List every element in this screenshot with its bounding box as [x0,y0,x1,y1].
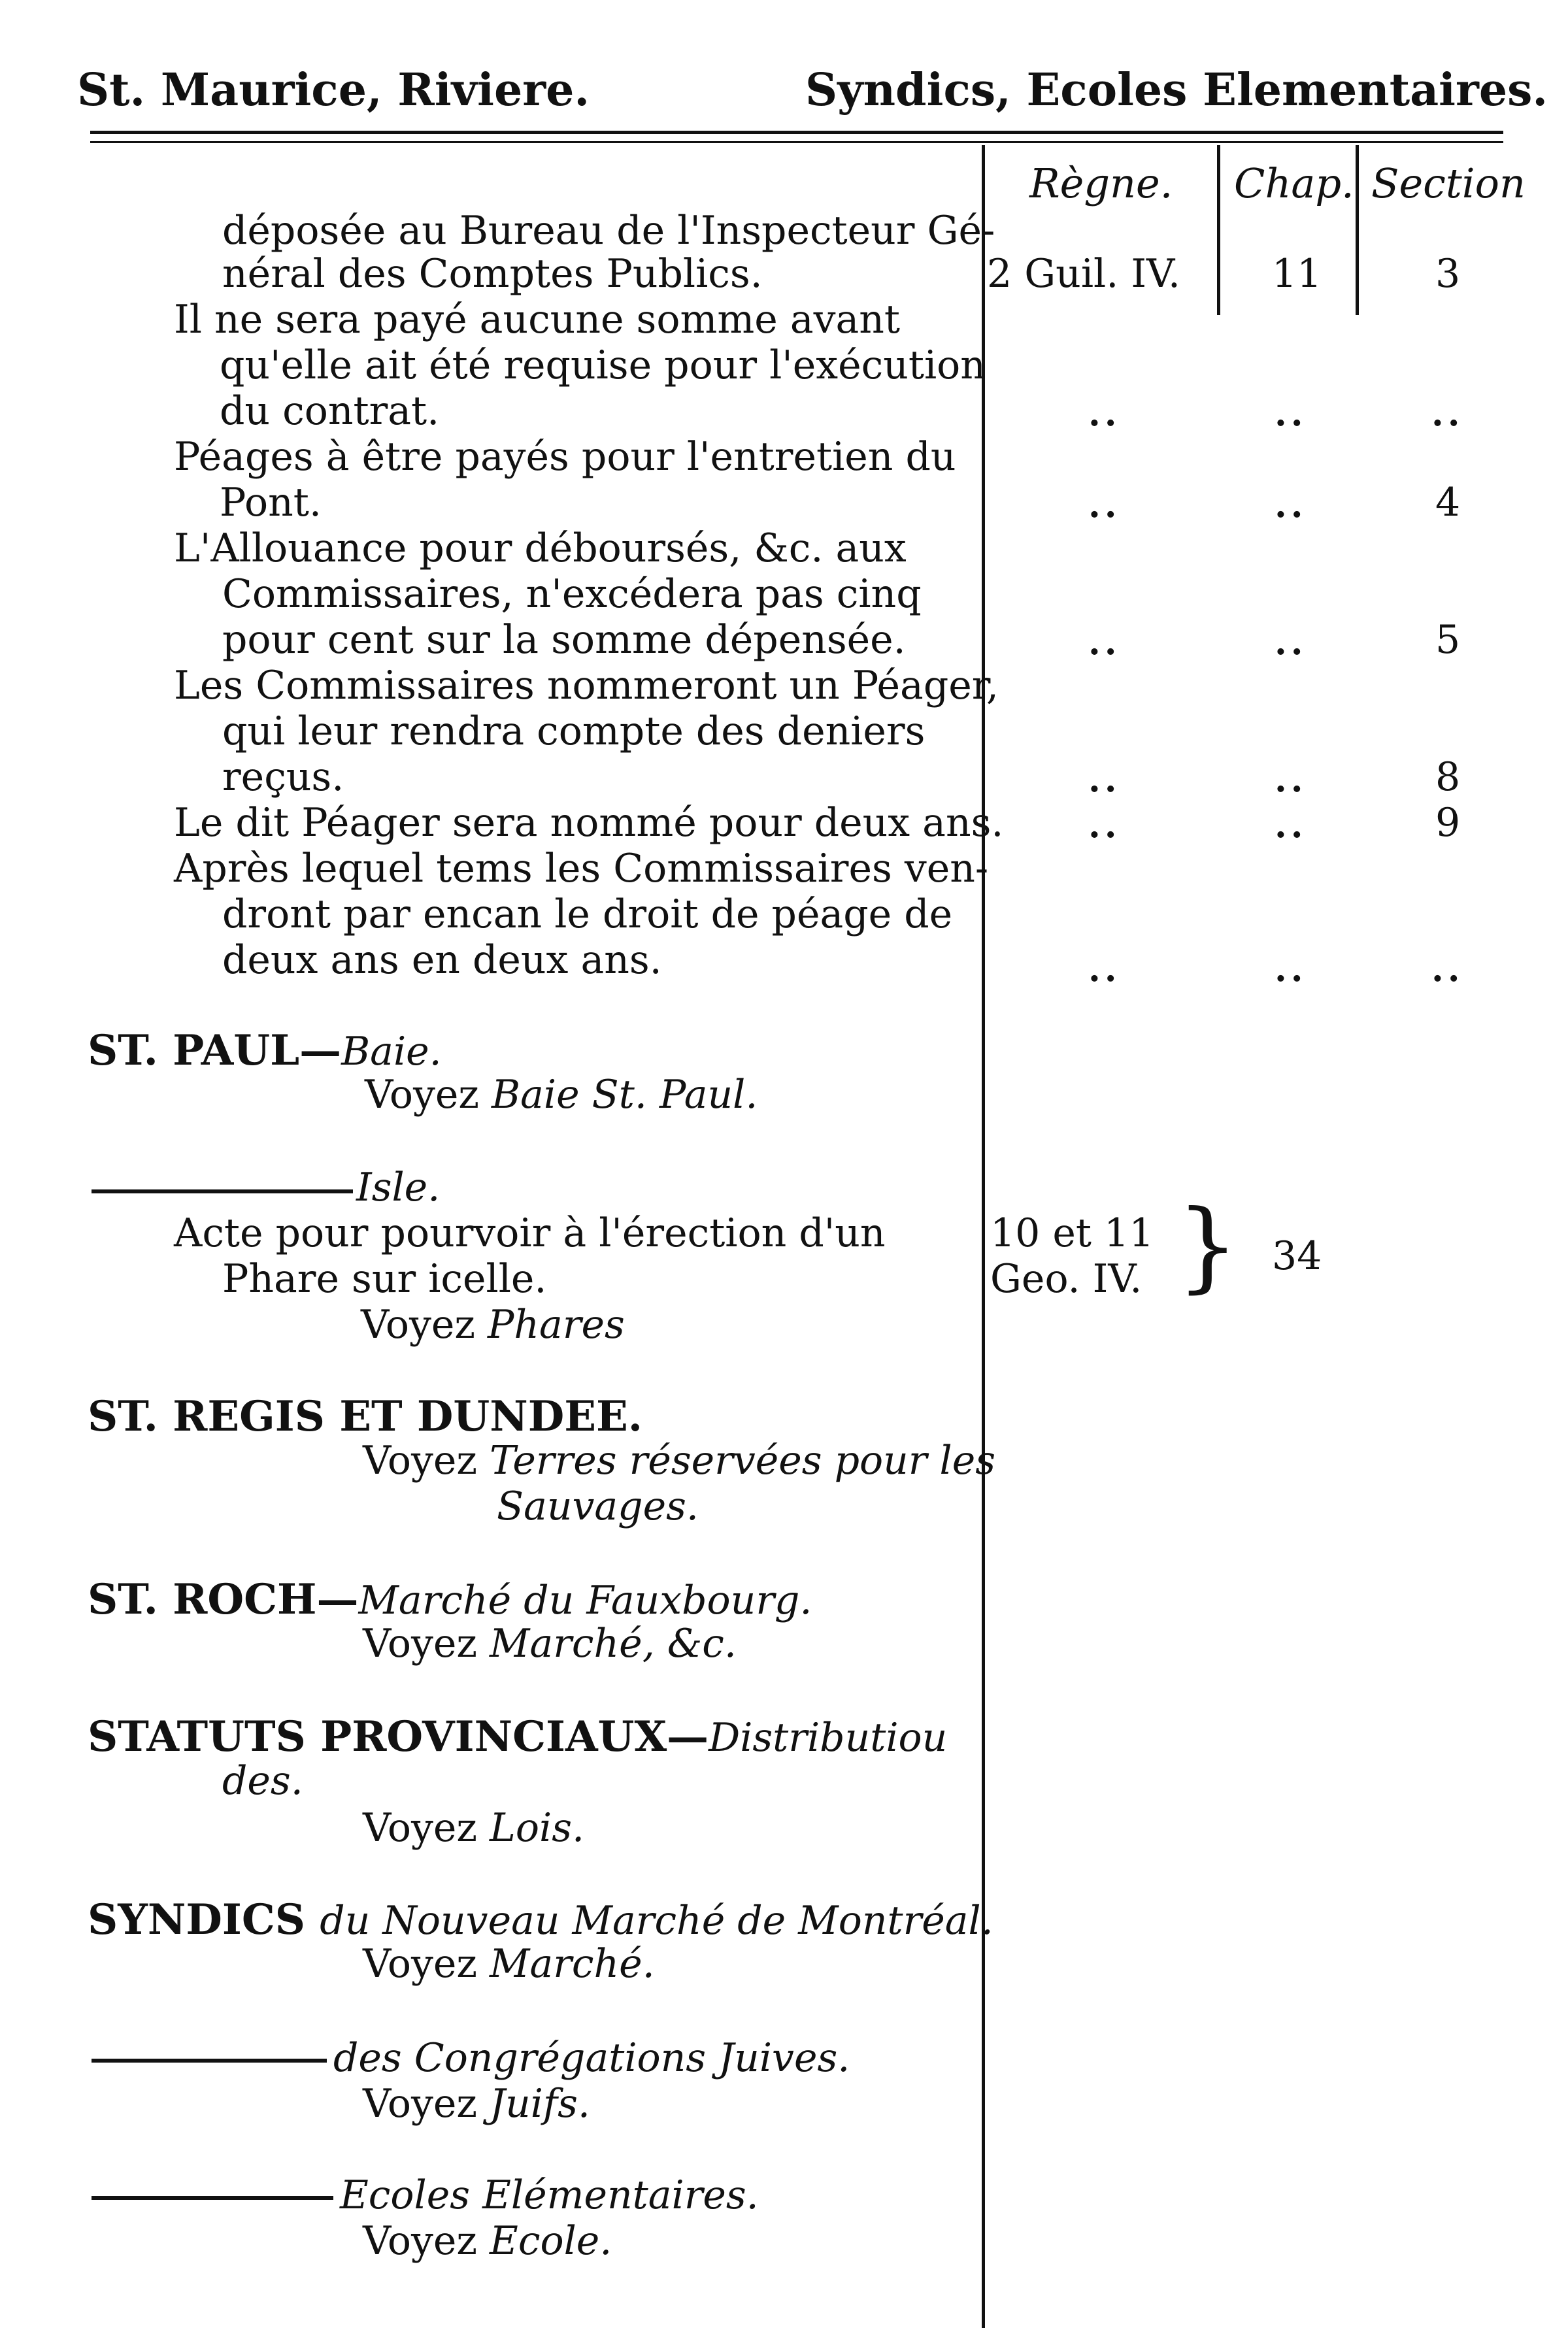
entry-chap-ditto: .. [1275,804,1307,846]
entry-section: 4 [1435,480,1461,525]
column-head-regne: Règne. [1029,159,1173,207]
entry-line: dront par encan le droit de péage de [222,891,953,937]
entry-line: Acte pour pourvoir à l'érection d'un [174,1210,886,1256]
entry-regne-ditto: .. [1088,484,1121,525]
subheading-ecoles: Ecoles Elémentaires. [340,2172,759,2218]
entry-chap-ditto: .. [1275,621,1307,663]
cross-reference: Voyez Marché, &c. [363,1621,737,1667]
entry-regne-ditto: .. [1088,758,1121,800]
entry-section: 9 [1435,800,1461,846]
entry-line: Après lequel tems les Commissaires ven- [174,846,989,891]
heading-syndics: SYNDICS du Nouveau Marché de Montréal. [88,1895,993,1944]
header-rule-thin [90,141,1503,143]
entry-line: Pont. [220,480,322,525]
entry-line: du contrat. [220,388,440,434]
heading-st-paul: ST. PAUL—Baie. [88,1026,442,1075]
entry-chap: 11 [1272,251,1322,297]
entry-regne-ditto: .. [1088,804,1121,846]
heading-st-roch: ST. ROCH—Marché du Fauxbourg. [88,1575,812,1624]
brace-glyph: } [1176,1189,1239,1303]
heading-statuts: STATUTS PROVINCIAUX—Distributiou [88,1712,948,1761]
heading-cont: des. [222,1758,303,1804]
cross-reference: Voyez Juifs. [363,2081,591,2127]
entry-regne: 10 et 11 [990,1210,1154,1256]
cross-reference-cont: Sauvages. [497,1484,699,1529]
cross-reference: Voyez Ecole. [363,2218,612,2264]
entry-line: reçus. [222,754,344,800]
cross-reference: Voyez Baie St. Paul. [365,1072,758,1118]
column-head-section: Section [1371,159,1526,207]
entry-line: Phare sur icelle. [222,1256,547,1302]
header-left: St. Maurice, Riviere. [77,64,590,116]
entry-line: néral des Comptes Publics. [222,251,763,297]
entry-chap-ditto: .. [1275,484,1307,525]
entry-line: deux ans en deux ans. [222,937,662,983]
ditto-dash [92,2059,327,2063]
cross-reference: Voyez Lois. [363,1805,585,1851]
entry-line: qu'elle ait été requise pour l'exécution [220,342,986,388]
entry-regne: Geo. IV. [990,1256,1143,1302]
entry-line: Péages à être payés pour l'entretien du [174,434,956,480]
entry-chap: 34 [1272,1233,1322,1279]
entry-chap-ditto: .. [1275,392,1307,434]
entry-regne: 2 Guil. IV. [987,251,1180,297]
cross-reference: Voyez Terres réservées pour les [363,1438,996,1484]
entry-line: Les Commissaires nommeront un Péager, [174,663,999,708]
entry-line: pour cent sur la somme dépensée. [222,617,906,663]
entry-chap-ditto: .. [1275,948,1307,989]
entry-line: Commissaires, n'excédera pas cinq [222,571,922,617]
subheading-juifs: des Congrégations Juives. [333,2035,850,2081]
ditto-dash [92,2196,333,2200]
entry-line: L'Allouance pour déboursés, &c. aux [174,525,907,571]
entry-section-ditto: .. [1431,948,1464,989]
column-divider-main [982,145,985,2328]
entry-regne-ditto: .. [1088,392,1121,434]
column-head-chap: Chap. [1234,159,1354,207]
entry-line: Il ne sera payé aucune somme avant [174,297,901,342]
entry-section-ditto: .. [1431,392,1464,434]
entry-section: 3 [1435,251,1461,297]
entry-chap-ditto: .. [1275,758,1307,800]
heading-st-regis: ST. REGIS ET DUNDEE. [88,1392,643,1441]
entry-section: 5 [1435,617,1461,663]
entry-line: qui leur rendra compte des deniers [222,708,926,754]
cross-reference: Voyez Marché. [363,1941,655,1987]
entry-regne-ditto: .. [1088,948,1121,989]
header-right: Syndics, Ecoles Elementaires. [805,64,1548,116]
entry-line: Le dit Péager sera nommé pour deux ans. [174,800,1004,846]
ditto-dash [92,1189,353,1193]
column-divider-chap [1356,145,1359,315]
subheading-isle: Isle. [356,1165,441,1210]
header-rule-thick [90,131,1503,134]
entry-regne-ditto: .. [1088,621,1121,663]
entry-line: déposée au Bureau de l'Inspecteur Gé- [222,208,995,254]
cross-reference: Voyez Phares [361,1302,625,1348]
entry-section: 8 [1435,754,1461,800]
column-divider-regne [1217,145,1220,315]
